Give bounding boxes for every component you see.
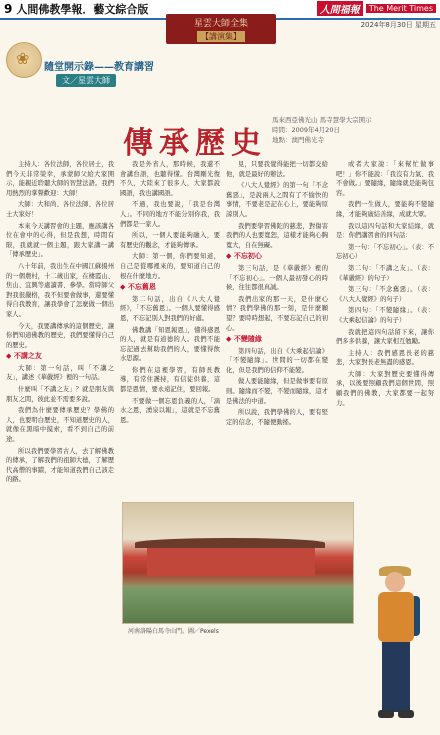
paragraph: 第二句話，出自《八大人覺經》，「不忘舊恩」。一個人要懂得感恩，不忘記別人對我們的好處。 — [120, 295, 220, 322]
paragraph: 佛教講「知恩報恩」，懂得感恩的人，就是有道德的人。我們不能忘記過去幫助我們的人，要懂得飲水思源。 — [120, 326, 220, 363]
paragraph: 第二句：「不講之友」。（表：《華嚴經》的句子） — [336, 264, 434, 282]
paragraph: 所以說，我們學佛的人，要有堅定的信念，不隨便動搖。 — [226, 409, 328, 426]
subheading: ◆ 不變隨緣 — [226, 335, 328, 345]
temple-photo — [122, 502, 354, 624]
source-note-line: 時間：2009年4月20日 — [272, 126, 340, 134]
paragraph: 第三句：「不念舊惡」。（表：《八大人覺經》的句子） — [336, 286, 434, 303]
paragraph: 今天，我要講傳承的這個歷史，讓你們知道佛教的歷史，我們要懂得自己的歷史。 — [6, 322, 114, 349]
source-note-line: 馬來西亞佛光山 馬寺慧學大宗開示 — [272, 116, 372, 124]
paragraph: 第三句話，是《華嚴經》裡的「不忘初心」。一個人最初發心的時候，往往都很真誠。 — [226, 264, 328, 292]
text-column-2 — [120, 160, 220, 500]
source-note-line: 地點：澳門佛光寺 — [272, 136, 324, 144]
photo-caption: 河南洛陽白馬寺山門。圖／Pexels — [128, 628, 219, 635]
article-author: 文／星雲大師 — [56, 74, 116, 87]
article-title: 傳承歷史 — [123, 126, 267, 161]
paragraph: 所以，一個人要能夠融入，要有歷史的觀念，才能夠傳承。 — [120, 232, 220, 249]
issue-date: 2024年8月30日 星期五 — [360, 21, 436, 29]
paragraph: 做人要能隨緣，但是做事要有原則。隨緣而不變，不變而隨緣，這才是佛法的中道。 — [226, 378, 328, 405]
subheading: ◆ 不講之友 — [6, 352, 114, 362]
subheading: ◆ 不忘初心 — [226, 252, 328, 262]
paragraph: 大師：第一句話，叫「不講之友」，講述《華嚴經》裡的一句話。 — [6, 364, 114, 382]
paragraph: 第四句話，出自《大乘起信論》「不變隨緣」。世間的一切都在變化，但是我們的信仰不能變。 — [226, 347, 328, 374]
brand-en: The Merit Times — [366, 4, 436, 13]
paragraph: 我就把這四句話留下來，讓你們多多供養，讓大家相互勉勵。 — [336, 328, 434, 346]
page-number: 9 — [4, 2, 13, 16]
traveler-illustration — [352, 560, 432, 730]
paragraph: 主持人：各位法師，各位居士，我們今天非常榮幸，承蒙師父給大家開示，能親近聆聽大師的智慧法語。我們用熱烈的掌聲歡迎：大師！ — [6, 161, 114, 197]
paragraph: 或者大家說：「來幫忙做事吧！」你不能說：「我沒有力氣、我不會做。」要隨緣，隨緣就是能夠包容。 — [336, 161, 434, 197]
brand-cn: 人間福報 — [317, 1, 363, 16]
newspaper-brand — [317, 1, 436, 15]
source-note — [272, 115, 372, 145]
paragraph: 我是外省人，那時候，我還不會講台語，也聽得懂。台灣剛光復不久，大陸來了很多人，大家都說國語，我也講國語。 — [120, 161, 220, 197]
paragraph: 本來今天講習會的主題，應該講各位在會中的心得，但是我想，時間有限，我就就一個主題，跟大家講一講「傳承歷史」。 — [6, 222, 114, 259]
series-banner — [166, 14, 276, 44]
paragraph: 我們要學習佛陀的慈悲，對傷害我們的人也要寬恕，這樣才能夠心胸寬大，自在無礙。 — [226, 222, 328, 249]
paragraph: 不要做一個忘恩負義的人，「滴水之恩，湧泉以報」，這就是不忘舊恩。 — [120, 397, 220, 424]
series-banner-line2: 【講演集】 — [197, 31, 245, 42]
paragraph: 第四句：「不變隨緣」。（表：《大乘起信論》的句子） — [336, 307, 434, 324]
paragraph: 什麼叫「不講之友」？就是朋友與朋友之間，彼此並不需要多說。 — [6, 386, 114, 403]
paragraph: 《八大人覺經》的第一句「不念舊惡」，是說兩人之間有了不愉快的事情，不要老是記在心上，要能夠原諒別人。 — [226, 182, 328, 218]
paragraph: 大師：大和尚、各位法師、各位居士大家好！ — [6, 201, 114, 218]
paragraph: 所以我們要學習古人，去了解佛教的傳承，了解我們的祖師大德，了解歷代高僧的事蹟，才能知道我們自己該走的路。 — [6, 447, 114, 484]
text-column-4 — [336, 160, 434, 555]
paragraph: 你們在這裡學習，有師長教導，有常住護持，有信徒供養，這都是恩情，要永遠記住，要回報。 — [120, 366, 220, 394]
paragraph: 我們出家的那一天，是什麼心情？我們學佛的那一刻，是什麼願望？要時時想起，不要忘記自己的初心。 — [226, 295, 328, 332]
text-column-1 — [6, 160, 114, 720]
paragraph: 我以這四句話和大家結緣，就是：你們講習會的四句話： — [336, 222, 434, 240]
paragraph: 不過，我也要說，「我是台灣人」。不同的地方不能分別你我，我們都是一家人。 — [120, 201, 220, 228]
series-banner-line1: 星雲大師全集 — [193, 19, 248, 29]
paragraph: 大師：第一個，你們要知道，自己是從哪裡來的，要知道自己的根在什麼地方。 — [120, 253, 220, 280]
text-column-3 — [226, 160, 328, 500]
article-series: 隨堂開示錄——教育講習 — [44, 62, 154, 73]
paragraph: 見，只要我覺得能把一切都交給他，就是最好的辦法。 — [226, 161, 328, 178]
paragraph: 我們為什麼要傳承歷史？學佛的人，也要明白歷史，不知道歷史的人，就像在黑暗中摸索，看不到自己的前途。 — [6, 407, 114, 444]
paragraph: 八十年前，我出生在中國江蘇揚州的一個農村，十二歲出家，在棲霞山、焦山、宜興等處讀書、參學。當時師父對我很嚴格，我不但要會做事，還要懂得自我教育，讓我學會了怎麼做一個出家人。 — [6, 262, 114, 318]
lotus-icon: ❀ — [6, 42, 42, 78]
subheading: ◆ 不忘舊恩 — [120, 283, 220, 293]
paragraph: 我們一生做人，要能夠不變隨緣，才能夠廣結善緣，成就大眾。 — [336, 201, 434, 218]
paragraph: 主持人：我們感恩長老的慈悲，大家對長老無盡的感恩。 — [336, 349, 434, 367]
paragraph: 大師：大家對歷史要懂得傳承，以後要照顧我們這個世間，照顧我們的佛教，大家都要一起努力。 — [336, 370, 434, 407]
paragraph: 第一句：「不忘初心」。（表：不忘初心） — [336, 243, 434, 261]
section-title: 人間佛教學報．藝文綜合版 — [16, 3, 149, 16]
